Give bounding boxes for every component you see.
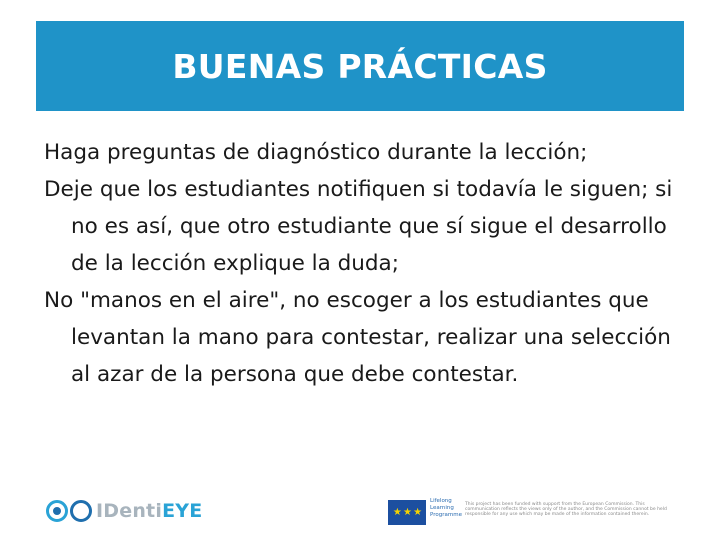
logo-prefix-text: IDenti bbox=[96, 500, 163, 522]
eu-stars: ★ ★ ★ bbox=[392, 507, 422, 518]
programme-label: Lifelong Learning Programme bbox=[430, 498, 462, 518]
slide-body bbox=[44, 134, 684, 393]
bullet-paragraph: Deje que los estudiantes notifiquen si todavía le siguen; si no es así, que otro estudiante que sí sigue el desarrollo de la lección explique la duda; bbox=[44, 177, 673, 276]
slide-title: BUENAS PRÁCTICAS bbox=[172, 46, 548, 86]
bullet-paragraph: Haga preguntas de diagnóstico durante la lección; bbox=[44, 140, 588, 165]
eye-ring-icon bbox=[46, 500, 68, 522]
identieye-logo bbox=[46, 497, 202, 525]
eye-ring-icon bbox=[70, 500, 92, 522]
funding-disclaimer: This project has been funded with support from the European Commission. This communication reflects the views only of the author, and the Commission cannot be held responsible for any use which may be made of the information contained therein. bbox=[465, 502, 667, 518]
eu-flag-icon bbox=[388, 500, 426, 525]
bullet-paragraph: No "manos en el aire", no escoger a los estudiantes que levantan la mano para contestar, realizar una selección al azar de la persona que debe contestar. bbox=[44, 288, 671, 387]
logo-suffix-text: EYE bbox=[162, 500, 203, 522]
title-bar bbox=[36, 21, 684, 111]
